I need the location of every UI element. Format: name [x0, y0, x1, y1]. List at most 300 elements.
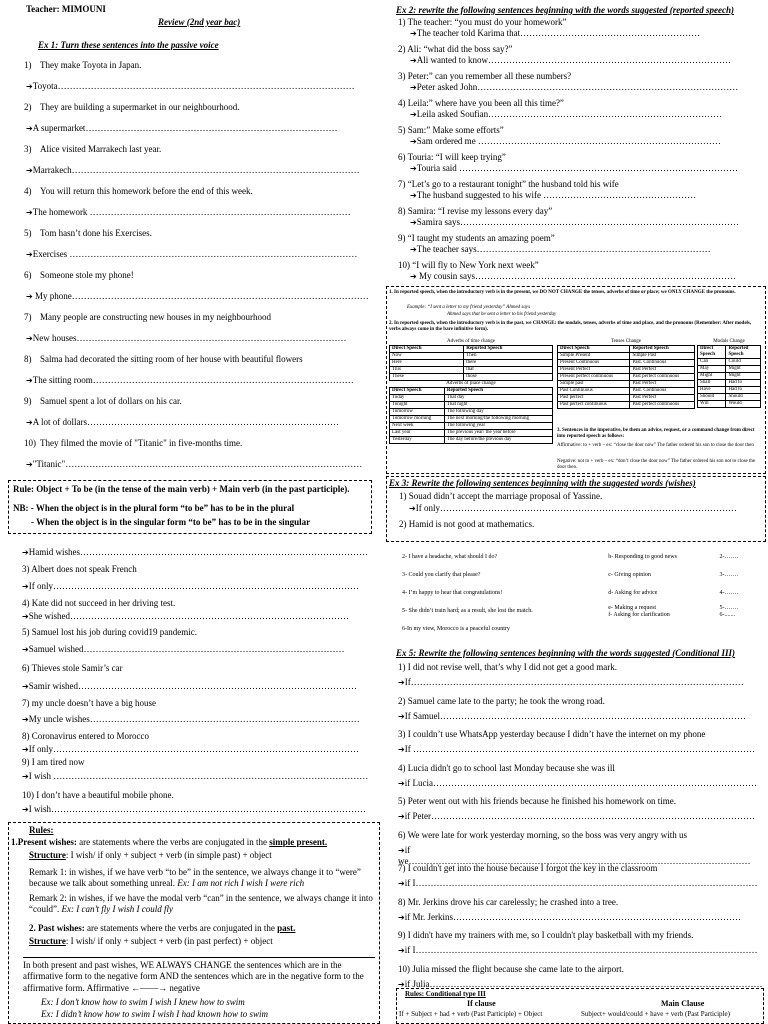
matching-cell [718, 621, 752, 639]
remark-1-example: Ex: I am not rich I wish I were rich [174, 878, 305, 889]
arrow-icon: ➔ [22, 548, 29, 557]
ex5-answer-text: if Peter……………………………………………………………………………………………… [404, 811, 755, 821]
table-cell: Have [698, 386, 726, 393]
ex1-question: Someone stole my phone! [40, 270, 134, 280]
ex2-answer [410, 217, 739, 228]
arrow-icon: ➔ [410, 83, 417, 92]
ex2-answer-text: The teacher told Karima that…………………………………………………… [416, 28, 701, 38]
arrow-icon: ➔ [22, 645, 29, 654]
ex3-answer-text: Hamid wishes…………………………………………………………………………………… [28, 547, 368, 557]
ex5-answer-text: If Samuel………………………………………………………………………………………… [404, 710, 746, 721]
ex1-answer-text: "Titanic"……………………………………………………………………………………… [32, 459, 363, 469]
ex2-answer-text: The teacher says…………………………………………………………………… [416, 244, 711, 254]
table-cell: Reported Speech [444, 387, 552, 394]
table-cell: Should [698, 393, 726, 400]
ex1-question: They are building a supermarket in our neighbourhood. [40, 102, 240, 112]
adverbs-time-title: Adverbs of time change [447, 339, 495, 344]
ex2-answer [410, 109, 722, 120]
table-cell: Present perfect continuous [558, 373, 630, 380]
ex3-title: Ex 3: Rewrite the following sentences beginning with the suggested words (wishes) [389, 478, 696, 488]
table-cell: Direct Speech [698, 345, 726, 358]
ex3-answer [22, 714, 360, 725]
ex1-question: Many people are constructing new houses in my neighbourhood [40, 312, 271, 322]
arrow-icon: ➔ [22, 682, 29, 691]
ex5-answer [398, 811, 755, 822]
ex5-question: 6) We were late for work yesterday morning, so the boss was very angry with us [398, 829, 688, 840]
table-row [558, 359, 695, 366]
ex5-answer-text: if I…………………………………………………………………………………………………… [404, 945, 758, 955]
ex1-answer [26, 459, 362, 470]
table-row [390, 408, 553, 415]
ex5-answer-text: if we…………………………………………………………………………………………………… [398, 844, 751, 866]
table-cell: The following year [444, 422, 552, 429]
ex5-question: 7) I couldn't get into the house because I forgot the key in the classroom [398, 863, 658, 873]
ex1-answer-text: A lot of dollars………………………………………………………………………… [32, 417, 339, 427]
remark-2-example: Ex: I can’t fly I wish I could fly [59, 904, 173, 915]
ex2-answer-text: Leila asked Soufian…………………………………………………………………… [416, 109, 723, 119]
ex2-question: 2) Ali: “what did the boss say?” [398, 44, 513, 54]
ex3-answer-text: I wish …………………………………………………………………………………………… [28, 771, 369, 781]
reported-rule-2: 2. In reported speech, when the introductory verb is in the past, we CHANGE: the modals, tenses, adverbs of time and place, and the pronouns (Remember: After models, verbs always come in the bare infinitive form). [389, 321, 752, 332]
wish-example-a: Ex: I don’t know how to swim I wish I knew how to swim [41, 997, 245, 1007]
structure-1 [29, 850, 272, 861]
matching-cell: 3-……. [719, 572, 739, 579]
arrow-icon: ➔ [410, 191, 417, 200]
ex3-answer-text: If only………………………………………………………………………………………… [28, 581, 359, 591]
table-cell: Direct Speech [390, 345, 464, 352]
arrow-icon: ➔ [398, 946, 405, 955]
table-cell: Reported Speech [464, 345, 553, 352]
table-row [390, 345, 553, 352]
table-cell: Shall [698, 379, 726, 386]
ex1-question: Samuel spent a lot of dollars on his car. [40, 396, 182, 406]
arrow-icon: ➔ [410, 218, 417, 227]
remark-1-text: Remark 1: in wishes, if we have verb “to be” in the sentence, we always change it to “were” because we talk about something unreal. [29, 867, 361, 889]
table-row [698, 400, 761, 407]
ex3-answer [22, 547, 368, 558]
ex1-answer-text: Marrakech…………………………………………………………………………………… [32, 165, 360, 175]
matching-row [400, 549, 752, 567]
arrow-icon: ➔ [26, 250, 33, 259]
passive-rule-box [8, 480, 372, 534]
if-clause-header: If clause [467, 999, 496, 1008]
ex5-answer [398, 711, 746, 722]
ex2-question: 1) The teacher: “you must do your homework” [398, 17, 567, 27]
matching-row [400, 567, 752, 585]
ex1-number: 4) [24, 186, 32, 196]
past-wishes [29, 923, 377, 934]
ex1-answer-text: The sitting room…………………………………………………………………………… [32, 375, 354, 385]
ex2-answer [410, 55, 731, 66]
matching-cell: 3- Could you clarify that please? [402, 572, 481, 579]
matching-row [400, 585, 752, 603]
ex3-question: 4) Kate did not succeed in her driving test. [22, 598, 176, 608]
both-wishes-note: In both present and past wishes, WE ALWAYS CHANGE the sentences which are in the affirmative form to the negative form AND the sentences which are in the negative form to the affirmative form. Affirmative ←——→ negative [23, 957, 375, 994]
table-cell: those [464, 373, 553, 380]
ex3-box [386, 476, 766, 542]
table-cell: Had to [726, 386, 761, 393]
ex3-question: 9) I am tired now [22, 757, 85, 767]
ex3-answer [22, 644, 344, 655]
table-row [558, 352, 695, 359]
ex3-answer [22, 681, 357, 692]
main-clause-header: Main Clause [661, 999, 705, 1008]
table-row [698, 372, 761, 379]
ex2-answer-text: The husband suggested to his wife …………………………………………… [416, 190, 697, 200]
adverbs-place-table [389, 387, 553, 444]
matching-cell: 2- I have a headache, what should I do? [402, 554, 498, 561]
table-row [390, 415, 553, 422]
reported-rule-1-example: Example: “I sent a letter to my friend yesterday” Ahmed says [407, 305, 531, 310]
arrow-icon: ➔ [26, 460, 33, 469]
ex1-answer [26, 81, 355, 92]
ex3-question: 3) Albert does not speak French [22, 564, 137, 574]
ex1-number: 10) [24, 438, 36, 448]
table-cell: That night [444, 401, 552, 408]
arrow-icon: ➔ [22, 612, 29, 621]
matching-table [400, 549, 752, 639]
arrow-icon: ➔ [398, 711, 405, 721]
ex3-question: 7) my uncle doesn’t have a big house [22, 698, 157, 708]
table-row [698, 386, 761, 393]
table-cell: Past perfect [558, 394, 630, 401]
reported-rule-1: 1. In reported speech, when the introductory verb is in the present, we DO NOT CHANGE the tenses, adverbs of time or place; we ONLY CHANGE the pronouns. [389, 290, 736, 295]
structure-label-2: Structure [29, 936, 66, 946]
table-cell: Last year [390, 429, 445, 436]
ex5-answer-text: if Julia………………………………………………………………………………………………… [404, 978, 763, 989]
matching-cell: 2-……. [719, 554, 739, 561]
arrow-icon: ➔ [26, 208, 33, 217]
ex5-answer-text: if Lucia……………………………………………………………………………………………… [404, 777, 757, 788]
modals-table-wrap [697, 339, 761, 408]
arrow-icon: ➔ [410, 29, 417, 38]
arrow-icon: ➔ [398, 678, 405, 687]
arrow-icon: ➔ [410, 137, 417, 146]
arrow-icon: ➔ [22, 772, 29, 781]
table-row [390, 352, 553, 359]
ex5-question: 3) I couldn’t use WhatsApp yesterday because I didn’t have the internet on my phone [398, 729, 706, 739]
ex3-question: 5) Samuel lost his job during covid19 pandemic. [22, 627, 197, 637]
ex2-question: 3) Peter:” can you remember all these numbers? [398, 71, 572, 81]
arrow-icon: ➔ [26, 418, 33, 427]
ex3-answer-text: Samir wished………………………………………………………………………………… [28, 681, 357, 691]
past-wishes-tense: past. [277, 923, 296, 933]
ex1-number: 7) [24, 312, 32, 322]
conditional-rules-box [396, 988, 764, 1024]
ex5-question: 5) Peter went out with his friends because he finished his homework on time. [398, 796, 676, 806]
arrow-icon: ➔ [26, 292, 33, 301]
ex1-number: 5) [24, 228, 32, 238]
table-cell: May [698, 365, 726, 372]
matching-cell [606, 621, 717, 639]
arrow-icon: ➔ [398, 979, 405, 989]
table-cell: Past. Continuous [630, 387, 695, 394]
ex2-question: 7) “Let’s go to a restaurant tonight” the husband told his wife [398, 179, 619, 189]
arrow-icon: ➔ [410, 56, 417, 65]
table-cell: Tomorrow [390, 408, 445, 415]
ex3-q1: 1) Souad didn’t accept the marriage proposal of Yassine. [399, 491, 603, 501]
ex1-answer [26, 165, 360, 176]
ex5-answer-text: if I…………………………………………………………………………………………………… [404, 878, 758, 888]
ex2-answer-text: Sam ordered me ……………………………………………………………………… [416, 136, 721, 146]
ex5-answer-text: If …………………………………………………………………………………………………… [404, 744, 755, 754]
remark-2-text: Remark 2: in wishes, if we have the modal verb “can” in the sentence, we always change it into “could”. [29, 893, 373, 915]
ex1-number: 3) [24, 144, 32, 154]
arrow-icon: ➔ [26, 334, 33, 343]
remark-2 [29, 893, 377, 916]
table-row [698, 358, 761, 365]
arrow-icon: ➔ [398, 845, 405, 855]
table-row [390, 422, 553, 429]
ex5-question: 1) I did not revise well, that’s why I did not get a good mark. [398, 662, 617, 672]
ex2-answer [410, 28, 700, 39]
arrow-icon: ➔ [26, 166, 33, 175]
present-wishes-label: 1.Present wishes: [11, 837, 77, 847]
matching-cell: 4- I’m happy to hear that congratulations! [402, 590, 503, 597]
ex2-answer [410, 271, 736, 282]
ex1-answer [26, 291, 369, 302]
matching-row [400, 621, 752, 639]
ex5-question: 10) Julia missed the flight because she came late to the airport. [398, 963, 624, 974]
ex1-answer [26, 375, 354, 386]
ex1-answer [26, 123, 337, 134]
table-row [390, 394, 553, 401]
ex5-answer [398, 912, 741, 923]
table-cell: Can [698, 358, 726, 365]
teacher-name: Teacher: MIMOUNI [26, 4, 106, 14]
ex3-answer [22, 804, 366, 815]
table-cell: Next week [390, 422, 445, 429]
ex1-answer [26, 333, 346, 344]
ex1-question: You will return this homework before the end of this week. [40, 186, 253, 196]
table-cell: Tonight [390, 401, 445, 408]
table-cell: These [390, 373, 464, 380]
table-row [558, 366, 695, 373]
ex1-answer-text: Toyota……………………………………………………………………………………… [32, 81, 355, 91]
reported-rule-1-example-2: Ahmed says that he sent a letter to his friend yesterday [447, 312, 557, 317]
reported-rule-3-negative: Negative: not to + verb – ex: “don’t close the door now” The father ordered his son not to close the door then. [557, 459, 756, 470]
ex1-answer-text: New houses……………………………………………………………………………… [32, 333, 347, 343]
ex1-question: Tom hasn’t done his Exercises. [40, 228, 152, 238]
ex3-question: 8) Coronavirus entered to Morocco [22, 731, 149, 741]
table-row [390, 373, 553, 380]
ex2-answer [410, 190, 696, 201]
table-cell: Direct Speech [558, 345, 630, 352]
main-clause-structure: Subject+ would/could + have + verb (Past Participle) [581, 1010, 730, 1018]
ex1-number: 8) [24, 354, 32, 364]
table-cell: The next morning/the following morning [444, 415, 552, 422]
ex1-title: Ex 1: Turn these sentences into the passive voice [38, 40, 219, 50]
arrow-icon: ➔ [26, 82, 33, 91]
wish-example-b: Ex: I didn’t know how to swim I wish I had known how to swim [41, 1009, 268, 1019]
if-clause-structure: If + Subject + had + verb (Past Participle) + Object [399, 1010, 543, 1018]
arrow-icon: ➔ [410, 245, 417, 254]
table-row [558, 373, 695, 380]
table-row [558, 387, 695, 394]
ex3-a1-text: If only……………………………………………………………………………………… [415, 503, 737, 513]
ex3-answer [22, 581, 359, 592]
table-cell: Would [726, 400, 761, 407]
arrow-icon: ➔ [410, 272, 417, 281]
ex3-answer-text: Samuel wished…………………………………………………………………………… [28, 644, 345, 654]
ex5-answer [398, 945, 757, 956]
ex3-answer-text: She wished………………………………………………………………………………… [28, 611, 349, 621]
tenses-table [557, 345, 695, 409]
ex1-answer [26, 207, 351, 218]
table-cell: Should [726, 393, 761, 400]
ex2-title: Ex 2: rewrite the following sentences beginning with the words suggested (reported speech) [396, 5, 735, 15]
table-row [558, 345, 695, 352]
ex1-question: Alice visited Marrakech last year. [40, 144, 162, 154]
table-cell: Reported Speech [726, 345, 761, 358]
table-cell: Past. Continuous [630, 359, 695, 366]
ex2-answer-text: Touria said ………………………………………………………………………………… [416, 163, 739, 173]
ex5-answer [398, 744, 755, 755]
ex1-answer-text: The homework …………………………………………………………………………… [32, 207, 351, 217]
arrow-icon: ➔ [22, 745, 29, 754]
ex2-answer-text: Ali wanted to know……………………………………………………………………… [416, 55, 731, 65]
ex5-answer [398, 778, 757, 789]
past-wishes-text: are statements where the verbs are conjugated in the [84, 923, 278, 933]
ex3-answer-text: I wish…………………………………………………………………………………………… [28, 804, 366, 814]
nb-plural: NB: - When the object is in the plural form “to be” has to be in the plural [13, 503, 295, 513]
modals-title: Modals Change [713, 339, 745, 344]
structure-2 [29, 936, 273, 947]
ex5-question: 8) Mr. Jerkins drove his car carelessly; he crashed into a tree. [398, 896, 619, 907]
matching-cell: c- Giving opinion [608, 572, 651, 579]
ex1-number: 1) [24, 60, 32, 70]
table-cell: Past perfect continuous [630, 373, 695, 380]
table-cell: This [390, 366, 464, 373]
table-cell: The following day [444, 408, 552, 415]
table-cell: Today [390, 394, 445, 401]
table-cell: that [464, 366, 553, 373]
table-cell: Might [698, 372, 726, 379]
ex2-answer-text: My cousin says…………………………………………………………………………… [416, 271, 736, 281]
ex1-number: 6) [24, 270, 32, 280]
table-row [390, 366, 553, 373]
table-cell: Now [390, 352, 464, 359]
modals-table [697, 345, 761, 408]
table-cell: That day [444, 394, 552, 401]
ex3-answer [22, 744, 359, 755]
arrow-icon: ➔ [22, 715, 29, 724]
structure-label: Structure [29, 850, 66, 860]
table-cell: Past Perfect [630, 380, 695, 387]
ex2-question: 9) “I taught my students an amazing poem” [398, 233, 555, 243]
ex1-number: 9) [24, 396, 32, 406]
table-cell: Will [698, 400, 726, 407]
table-row [558, 394, 695, 401]
ex5-answer-text: If………………………………………………………………………………………………… [404, 677, 744, 687]
ex2-question: 6) Touria: “I will keep trying” [398, 152, 506, 162]
arrow-icon: ➔ [22, 805, 29, 814]
table-cell: Past perfect continuous [558, 401, 630, 408]
table-row [390, 429, 553, 436]
ex2-question: 5) Sam:” Make some efforts” [398, 125, 504, 135]
ex3-answer [22, 771, 368, 782]
ex3-question: 10) I don’t have a beautiful mobile phone. [22, 790, 174, 800]
ex3-answer [22, 611, 349, 622]
table-row [698, 345, 761, 358]
adverbs-time-table [389, 345, 553, 381]
ex1-question: They make Toyota in Japan. [40, 60, 142, 70]
matching-cell: 4-……. [719, 590, 739, 597]
matching-exercise [400, 549, 752, 639]
matching-cell: e- Making a request f- Asking for clarification [608, 604, 670, 618]
ex2-question: 10) “I will fly to New York next week” [398, 260, 539, 270]
arrow-icon: ➔ [26, 376, 33, 385]
ex3-q2: 2) Hamid is not good at mathematics. [399, 519, 535, 529]
ex2-answer-text: Samira says………………………………………………………………………………… [416, 217, 739, 227]
table-row [390, 359, 553, 366]
table-cell: Here [390, 359, 464, 366]
ex5-title: Ex 5: Rewrite the following sentences beginning with the words suggested (Conditional III) [396, 648, 736, 658]
review-title: Review (2nd year bac) [158, 17, 241, 27]
wish-rules-box [8, 822, 380, 1024]
table-cell: Simple Present [558, 352, 630, 359]
adverbs-place-title: Adverbs of place change [446, 380, 496, 386]
table-cell: Simple past [558, 380, 630, 387]
reported-rule-3-affirmative: Affirmative: to + verb – ex: “close the door now” The father ordered his son to close the door then [557, 443, 754, 448]
ex5-question: 2) Samuel came late to the party; he took the wrong road. [398, 695, 605, 706]
matching-cell: 5-……. 6-....... [719, 604, 739, 618]
ex2-answer [410, 82, 738, 93]
arrow-icon: ➔ [398, 879, 405, 888]
adverbs-time-table-wrap [389, 339, 553, 444]
table-row [558, 401, 695, 408]
ex2-answer-text: Peter asked John…………………………………………………………………………… [416, 82, 739, 92]
table-cell: Had to [726, 379, 761, 386]
table-cell: Might [726, 372, 761, 379]
ex1-answer-text: Exercises …………………………………………………………………………………… [32, 249, 358, 259]
ex1-answer [26, 417, 339, 428]
table-cell: Simple Past [630, 352, 695, 359]
arrow-icon: ➔ [410, 110, 417, 119]
arrow-icon: ➔ [22, 582, 29, 591]
ex5-answer-text: if Mr. Jerkins…………………………………………………………………………………… [404, 911, 741, 922]
matching-row [400, 603, 752, 621]
structure-2-text: : I wish/ if only + subject + verb (in past perfect) + object [65, 936, 273, 946]
table-cell: Present Continuous [558, 359, 630, 366]
table-cell: Could [726, 358, 761, 365]
table-cell: The previous year/ the year before [444, 429, 552, 436]
arrow-icon: ➔ [398, 778, 405, 788]
table-cell: Direct Speech [390, 387, 445, 394]
remark-1 [29, 867, 377, 890]
present-wishes-tense: simple present. [269, 837, 328, 847]
nb-singular: - When the object is in the singular form “to be” has to be in the singular [31, 517, 311, 527]
table-cell: Past perfect continuous [630, 401, 695, 408]
table-row [390, 436, 553, 443]
table-row [390, 387, 553, 394]
table-row [390, 401, 553, 408]
matching-cell: b- Responding to good news [608, 554, 677, 561]
tenses-title: Tenses Change [610, 339, 642, 344]
ex3-question: 6) Thieves stole Samir’s car [22, 663, 123, 673]
table-cell: The day before/the previous day [444, 436, 552, 443]
conditional-rules-title: Rules: Conditional type III [405, 990, 486, 998]
ex1-answer-text: My phone……………………………………………………………………………………… [32, 291, 369, 301]
reported-rule-3: 3. Sentences in the imperative, be them an advice, request, or a command change from direct into reported speech as follows: [557, 428, 755, 439]
ex3-a1: ➔If only……………………………………………………………………………………… [409, 503, 737, 513]
table-cell: Reported Speech [630, 345, 695, 352]
table-cell: Present Perfect [558, 366, 630, 373]
ex1-question: Salma had decorated the sitting room of her house with beautiful flowers [40, 354, 303, 364]
table-cell: Past Perfect [630, 366, 695, 373]
table-cell: Might [726, 365, 761, 372]
matching-cell: d- Asking for advice [608, 590, 658, 597]
